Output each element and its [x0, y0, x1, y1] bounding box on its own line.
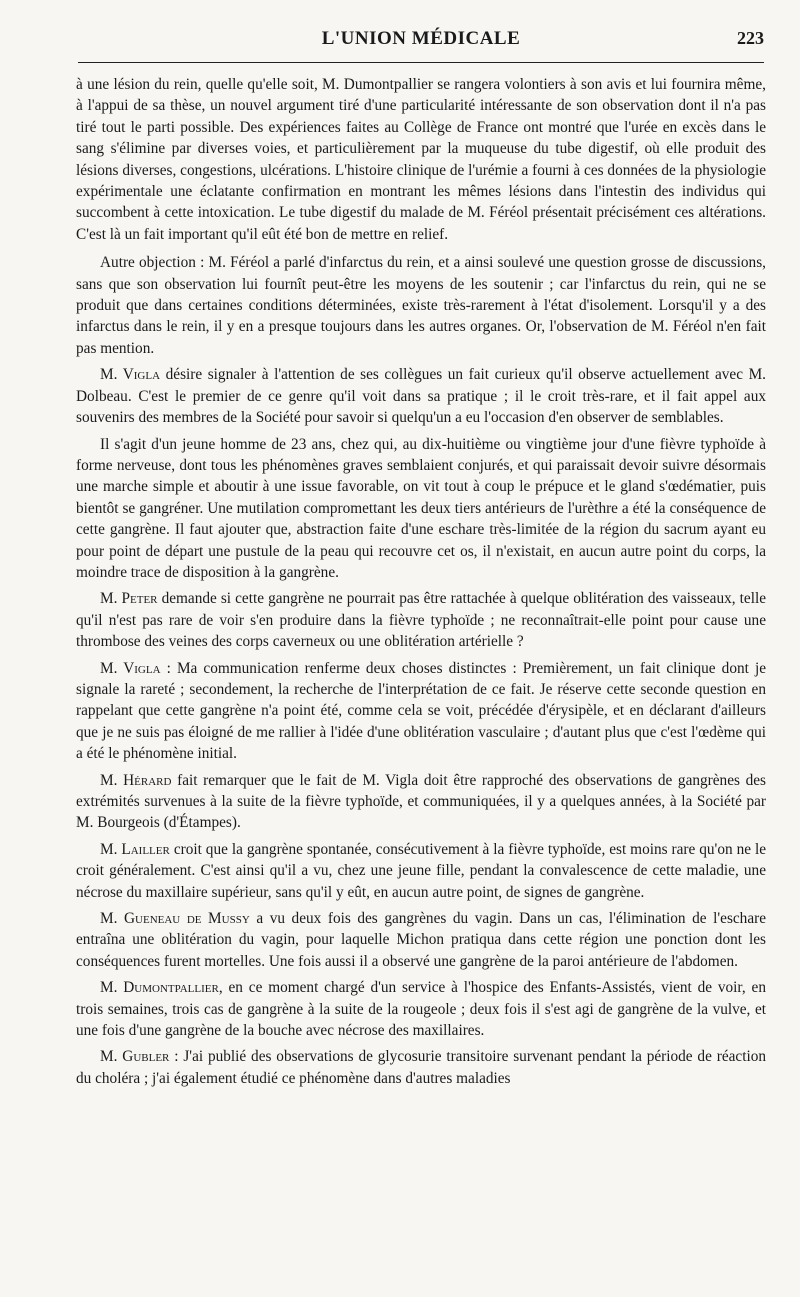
- body-text: [76, 74, 766, 1284]
- speaker-name: M. Gueneau de Mussy: [100, 910, 250, 928]
- paragraph-8: [76, 839, 766, 903]
- journal-title: L'UNION MÉDICALE: [321, 28, 521, 49]
- paragraph-text: : J'ai publié des observations de glycosurie transitoire survenant pendant la période de réaction du choléra ; j'ai également étudié ce phénomène dans d'autres maladies: [76, 1048, 766, 1087]
- paragraph-6: [76, 658, 766, 765]
- paragraph-7: [76, 770, 766, 834]
- speaker-name: M. Lailler: [100, 840, 170, 858]
- page-number: 223: [737, 28, 764, 48]
- paragraph-text: Il s'agit d'un jeune homme de 23 ans, chez qui, au dix-huitième ou vingtième jour d'une fièvre typhoïde à forme nerveuse, dont tous les phénomènes graves semblaient conjurés, et qui paraissait devoir suivre désormais une marche simple et aboutir à une issue favorable, on vit tout à coup le prépuce et le gland s'œdématier, puis bientôt se gangréner. Une mutilation compromettant les deux tiers antérieurs de l'urèthre a été la conséquence de cette gangrène. Il faut ajouter que, abstraction faite d'une eschare très-limitée de la région du sacrum ayant eu pour point de départ une pustule de la peau qui recouvre cet os, il n'existait, en aucun autre point du corps, la moindre trace de disposition à la gangrène.: [76, 435, 766, 581]
- speaker-name: M. Vigla: [100, 659, 161, 677]
- paragraph-text: demande si cette gangrène ne pourrait pas être rattachée à quelque oblitération des vaisseaux, telle qu'il n'est pas rare de voir s'en produire dans la fièvre typhoïde ; ne reconnaîtrait-elle point pour cause une thrombose des veines des corps caverneux ou une oblitération artérielle ?: [76, 590, 766, 651]
- paragraph-text: fait remarquer que le fait de M. Vigla doit être rapproché des observations de gangrènes des extrémités survenues à la suite de la fièvre typhoïde, et communiquées, il y a quelques années, à la Société par M. Bourgeois (d'Étampes).: [76, 771, 766, 832]
- paragraph-10: [76, 977, 766, 1041]
- speaker-name: M. Gubler: [100, 1048, 170, 1066]
- paragraph-3: [76, 364, 766, 428]
- paragraph-1: [76, 74, 766, 245]
- paragraph-text: a vu deux fois des gangrènes du vagin. Dans un cas, l'élimination de l'eschare entraîna une oblitération du vagin, pour laquelle Michon pratiqua dans cette région une ponction dont les conséquences furent mortelles. Une fois aussi il a observé une gangrène de la paroi antérieure de l'abdomen.: [76, 910, 766, 970]
- paragraph-text: désire signaler à l'attention de ses collègues un fait curieux qu'il observe actuellement avec M. Dolbeau. C'est le premier de ce genre qu'il voit dans sa pratique ; il le croit très-rare, et il fait appel aux souvenirs des membres de la Société pour savoir si quelqu'un a eu l'occasion d'en observer de semblables.: [76, 366, 766, 427]
- paragraph-9: [76, 908, 766, 972]
- speaker-name: M. Dumontpallier: [100, 979, 219, 997]
- paragraph-4: [76, 434, 766, 584]
- speaker-name: M. Vigla: [100, 366, 161, 384]
- speaker-name: M. Hérard: [100, 771, 172, 789]
- paragraph-2: [76, 252, 766, 359]
- running-header: [78, 24, 764, 64]
- header-rule: [78, 62, 764, 63]
- paragraph-5: [76, 588, 766, 652]
- paragraph-11: [76, 1046, 766, 1089]
- paragraph-text: : Ma communication renferme deux choses distinctes : Premièrement, un fait clinique dont je signale la rareté ; secondement, la recherche de l'interprétation de ce fait. Je réserve cette seconde question en rappelant que cette gangrène n'a point été, comme cela se voit, précédée d'érysipèle, et en déclarant d'ailleurs que je ne suis pas éloigné de me rallier à l'idée d'une oblitération vasculaire ; d'autant plus que c'est l'œdème qui a été le phénomène initial.: [76, 659, 766, 763]
- paragraph-text: Autre objection : M. Féréol a parlé d'infarctus du rein, et a ainsi soulevé une question grosse de discussions, sans que son observation lui fournît peut-être les moyens de les soutenir ; car l'infarctus du rein, qui ne se produit que dans certaines conditions déterminées, existe très-rarement à l'état d'isolement. Lorsqu'il y a des infarctus dans le rein, il y en a presque toujours dans les autres organes. Or, l'observation de M. Féréol n'en fait pas mention.: [76, 254, 766, 357]
- paragraph-text: à une lésion du rein, quelle qu'elle soit, M. Dumontpallier se rangera volontiers à son avis et lui fournira même, à l'appui de sa thèse, un nouvel argument tiré d'une particularité intéressante de son observation dont il n'a pas tiré tout le parti possible. Des expériences faites au Collège de France ont montré que l'urée en excès dans le sang s'élimine par diverses voies, et particulièrement par la muqueuse du tube digestif, où elle produit des lésions diverses, congestions, ulcérations. L'histoire clinique de l'urémie a fourni à ces données de la physiologie expérimentale une éclatante confirmation en montrant les mêmes lésions dans l'intestin des individus qui succombent à cette intoxication. Le tube digestif du malade de M. Féréol présentait précisément ces altérations. C'est là un fait important qu'il eût été bon de mettre en relief.: [76, 76, 766, 243]
- paragraph-text: croit que la gangrène spontanée, consécutivement à la fièvre typhoïde, est moins rare qu'on ne le croit généralement. C'est ainsi qu'il a vu, chez une jeune fille, pendant la convalescence de cette maladie, une nécrose du maxillaire supérieur, sans qu'il y eût, en aucun autre point, de signes de gangrène.: [76, 840, 766, 901]
- speaker-name: M. Peter: [100, 590, 158, 608]
- paragraph-text: , en ce moment chargé d'un service à l'hospice des Enfants-Assistés, vient de voir, en trois semaines, trois cas de gangrène à la suite de la rougeole ; deux fois il s'est agi de gangrène de la vulve, et une fois d'une gangrène de la bouche avec nécrose des maxillaires.: [76, 979, 766, 1040]
